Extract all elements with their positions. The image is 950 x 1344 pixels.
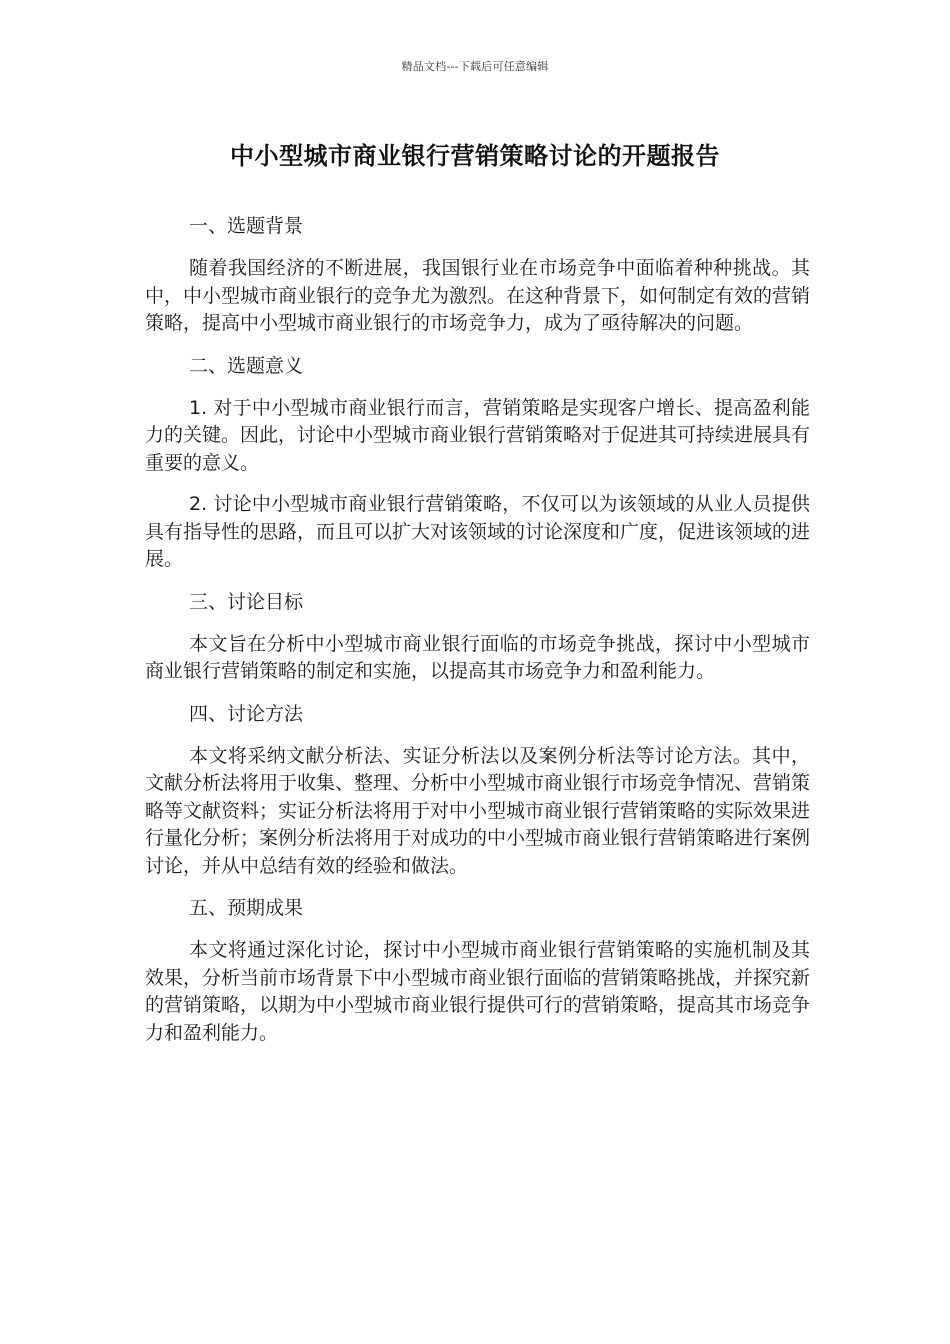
section-heading-background: 一、选题背景 <box>189 215 304 237</box>
section-paragraph: 本文将采纳文献分析法、实证分析法以及案例分析法等讨论方法。其中，文献分析法将用于收集、整理、分析中小型城市商业银行市场竞争情况、营销策略等文献资料；实证分析法将用于对中小型城市商业银行营销策略的实际效果进行量化分析；案例分析法将用于对成功的中小型城市商业银行营销策略进行案例讨论，并从中总结有效的经验和做法。 <box>145 744 811 877</box>
section-heading-methods: 四、讨论方法 <box>189 702 304 725</box>
section-heading-objectives: 三、讨论目标 <box>189 590 304 613</box>
section-heading-expected-results: 五、预期成果 <box>189 897 304 919</box>
section-paragraph: 本文将通过深化讨论，探讨中小型城市商业银行营销策略的实施机制及其效果，分析当前市场背景下中小型城市商业银行面临的营销策略挑战，并探究新的营销策略，以期为中小型城市商业银行提供可行的营销策略，提高其市场竞争力和盈利能力。 <box>145 939 811 1044</box>
document-body <box>145 212 810 1061</box>
section-paragraph: 本文旨在分析中小型城市商业银行面临的市场竞争挑战，探讨中小型城市商业银行营销策略的制定和实施，以提高其市场竞争力和盈利能力。 <box>145 632 810 682</box>
section-heading-significance: 二、选题意义 <box>189 354 304 377</box>
document-title: 中小型城市商业银行营销策略讨论的开题报告 <box>230 142 720 170</box>
page-header: 精品文档---下载后可任意编辑 <box>401 60 549 73</box>
section-paragraph: 2. 讨论中小型城市商业银行营销策略，不仅可以为该领域的从业人员提供具有指导性的思路，而且可以扩大对该领域的讨论深度和广度，促进该领域的进展。 <box>145 493 811 570</box>
section-paragraph: 1. 对于中小型城市商业银行而言，营销策略是实现客户增长、提高盈利能力的关键。因此，讨论中小型城市商业银行营销策略对于促进其可持续进展具有重要的意义。 <box>145 396 811 474</box>
section-paragraph: 随着我国经济的不断进展，我国银行业在市场竞争中面临着种种挑战。其中，中小型城市商业银行的竞争尤为激烈。在这种背景下，如何制定有效的营销策略，提高中小型城市商业银行的市场竞争力，成为了亟待解决的问题。 <box>145 257 811 334</box>
